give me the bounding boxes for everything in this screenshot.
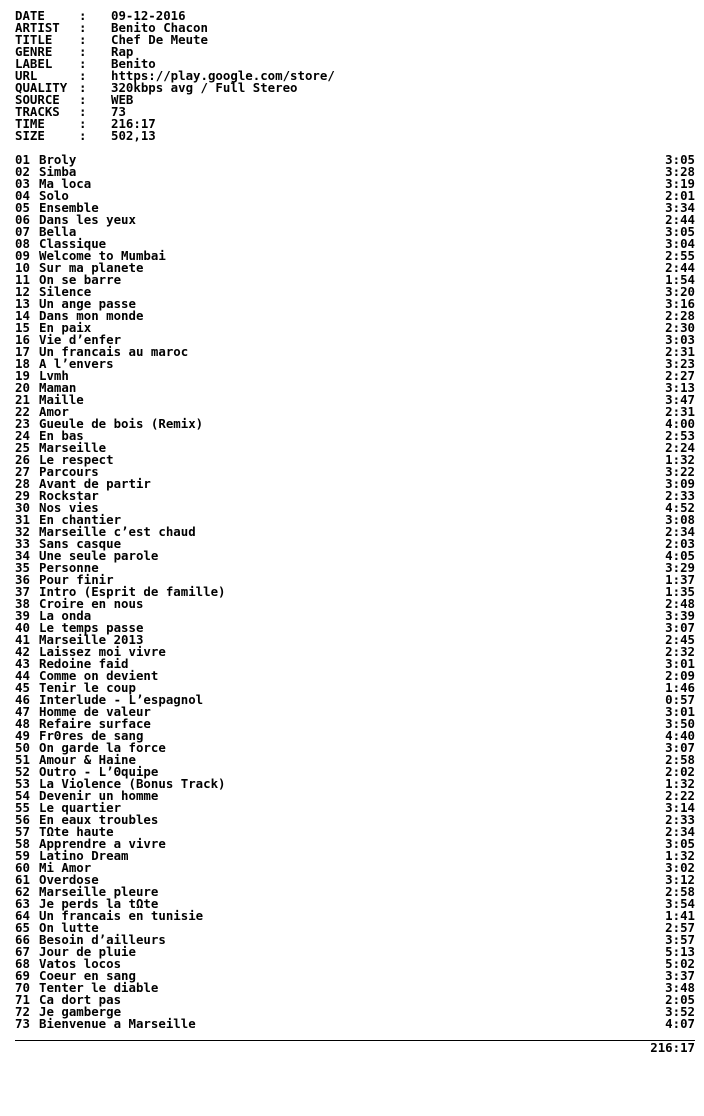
track-title: Tenter le diable bbox=[39, 980, 159, 995]
track-title: En bas bbox=[39, 428, 84, 443]
track-title: Bienvenue a Marseille bbox=[39, 1016, 196, 1031]
track-title: Un francais en tunisie bbox=[39, 908, 204, 923]
info-key: QUALITY bbox=[15, 80, 68, 95]
info-value: Rap bbox=[111, 44, 134, 59]
track-title: Coeur en sang bbox=[39, 968, 136, 983]
track-number: 58 bbox=[15, 836, 30, 851]
track-duration: 3:47 bbox=[665, 392, 695, 407]
info-key: URL bbox=[15, 68, 38, 83]
track-duration: 3:04 bbox=[665, 236, 695, 251]
track-number: 48 bbox=[15, 716, 30, 731]
track-duration: 2:32 bbox=[665, 644, 695, 659]
track-duration: 4:52 bbox=[665, 500, 695, 515]
track-title: Bella bbox=[39, 224, 77, 239]
track-row bbox=[15, 274, 695, 286]
info-separator: : bbox=[79, 116, 87, 131]
track-title: Croire en nous bbox=[39, 596, 144, 611]
track-number: 43 bbox=[15, 656, 30, 671]
track-title: Marseille c’est chaud bbox=[39, 524, 196, 539]
track-duration: 2:44 bbox=[665, 260, 695, 275]
track-duration: 2:34 bbox=[665, 824, 695, 839]
track-number: 67 bbox=[15, 944, 30, 959]
track-title: Sur ma planete bbox=[39, 260, 144, 275]
track-number: 49 bbox=[15, 728, 30, 743]
track-row bbox=[15, 418, 695, 430]
track-duration: 1:32 bbox=[665, 776, 695, 791]
track-duration: 3:20 bbox=[665, 284, 695, 299]
track-duration: 3:39 bbox=[665, 608, 695, 623]
track-duration: 2:31 bbox=[665, 344, 695, 359]
track-number: 17 bbox=[15, 344, 30, 359]
track-duration: 2:02 bbox=[665, 764, 695, 779]
track-duration: 2:09 bbox=[665, 668, 695, 683]
track-title: Ma loca bbox=[39, 176, 92, 191]
track-title: Comme on devient bbox=[39, 668, 159, 683]
track-title: Lvmh bbox=[39, 368, 69, 383]
track-number: 42 bbox=[15, 644, 30, 659]
track-duration: 3:48 bbox=[665, 980, 695, 995]
total-divider-line bbox=[15, 1040, 695, 1041]
track-number: 22 bbox=[15, 404, 30, 419]
track-title: Nos vies bbox=[39, 500, 99, 515]
track-title: Outro - L’Θquipe bbox=[39, 764, 159, 779]
track-duration: 2:44 bbox=[665, 212, 695, 227]
track-title: On se barre bbox=[39, 272, 122, 287]
track-duration: 2:28 bbox=[665, 308, 695, 323]
track-duration: 4:07 bbox=[665, 1016, 695, 1031]
track-number: 46 bbox=[15, 692, 30, 707]
track-duration: 4:40 bbox=[665, 728, 695, 743]
release-info-header bbox=[15, 10, 695, 142]
track-number: 18 bbox=[15, 356, 30, 371]
track-number: 63 bbox=[15, 896, 30, 911]
track-number: 33 bbox=[15, 536, 30, 551]
track-number: 55 bbox=[15, 800, 30, 815]
track-duration: 2:27 bbox=[665, 368, 695, 383]
track-title: Redoine faid bbox=[39, 656, 129, 671]
track-title: Avant de partir bbox=[39, 476, 151, 491]
track-duration: 0:57 bbox=[665, 692, 695, 707]
track-duration: 2:03 bbox=[665, 536, 695, 551]
track-number: 53 bbox=[15, 776, 30, 791]
track-duration: 3:01 bbox=[665, 656, 695, 671]
track-number: 47 bbox=[15, 704, 30, 719]
track-title: Sans casque bbox=[39, 536, 122, 551]
track-duration: 1:54 bbox=[665, 272, 695, 287]
track-duration: 3:19 bbox=[665, 176, 695, 191]
info-key: SIZE bbox=[15, 128, 45, 143]
track-title: FrΘres de sang bbox=[39, 728, 144, 743]
track-title: Amour & Haine bbox=[39, 752, 136, 767]
info-value: https://play.google.com/store/ bbox=[111, 68, 335, 83]
info-separator: : bbox=[79, 68, 87, 83]
track-title: Laissez moi vivre bbox=[39, 644, 166, 659]
track-number: 54 bbox=[15, 788, 30, 803]
track-duration: 3:54 bbox=[665, 896, 695, 911]
track-number: 32 bbox=[15, 524, 30, 539]
track-title: Classique bbox=[39, 236, 107, 251]
track-duration: 1:32 bbox=[665, 452, 695, 467]
info-key: GENRE bbox=[15, 44, 53, 59]
track-row bbox=[15, 430, 695, 442]
info-value: WEB bbox=[111, 92, 134, 107]
track-number: 13 bbox=[15, 296, 30, 311]
track-title: Maman bbox=[39, 380, 77, 395]
track-duration: 3:22 bbox=[665, 464, 695, 479]
info-key: ARTIST bbox=[15, 20, 60, 35]
track-title: Interlude - L’espagnol bbox=[39, 692, 204, 707]
track-row bbox=[15, 382, 695, 394]
track-duration: 3:23 bbox=[665, 356, 695, 371]
track-duration: 2:57 bbox=[665, 920, 695, 935]
track-number: 68 bbox=[15, 956, 30, 971]
track-title: Devenir un homme bbox=[39, 788, 159, 803]
track-duration: 1:41 bbox=[665, 908, 695, 923]
track-row bbox=[15, 550, 695, 562]
track-title: Besoin d’ailleurs bbox=[39, 932, 166, 947]
track-title: On garde la force bbox=[39, 740, 166, 755]
track-title: Rockstar bbox=[39, 488, 99, 503]
track-number: 40 bbox=[15, 620, 30, 635]
track-duration: 3:52 bbox=[665, 1004, 695, 1019]
track-title: Apprendre a vivre bbox=[39, 836, 166, 851]
track-number: 11 bbox=[15, 272, 30, 287]
track-number: 56 bbox=[15, 812, 30, 827]
track-title: Intro (Esprit de famille) bbox=[39, 584, 226, 599]
track-title: A l’envers bbox=[39, 356, 114, 371]
track-title: Vie d’enfer bbox=[39, 332, 122, 347]
track-row bbox=[15, 178, 695, 190]
track-duration: 1:35 bbox=[665, 584, 695, 599]
track-number: 69 bbox=[15, 968, 30, 983]
track-number: 44 bbox=[15, 668, 30, 683]
track-title: On lutte bbox=[39, 920, 99, 935]
track-number: 65 bbox=[15, 920, 30, 935]
track-title: Un francais au maroc bbox=[39, 344, 189, 359]
track-row bbox=[15, 862, 695, 874]
track-number: 72 bbox=[15, 1004, 30, 1019]
track-duration: 5:13 bbox=[665, 944, 695, 959]
track-title: Marseille bbox=[39, 440, 107, 455]
track-number: 70 bbox=[15, 980, 30, 995]
info-separator: : bbox=[79, 32, 87, 47]
track-row bbox=[15, 442, 695, 454]
track-number: 57 bbox=[15, 824, 30, 839]
track-duration: 1:46 bbox=[665, 680, 695, 695]
track-row bbox=[15, 190, 695, 202]
track-row bbox=[15, 454, 695, 466]
track-title: La onda bbox=[39, 608, 92, 623]
track-duration: 3:08 bbox=[665, 512, 695, 527]
track-duration: 2:05 bbox=[665, 992, 695, 1007]
track-duration: 4:05 bbox=[665, 548, 695, 563]
track-title: Dans les yeux bbox=[39, 212, 136, 227]
track-title: Parcours bbox=[39, 464, 99, 479]
track-number: 51 bbox=[15, 752, 30, 767]
info-value: Benito Chacon bbox=[111, 20, 208, 35]
track-number: 64 bbox=[15, 908, 30, 923]
track-duration: 2:34 bbox=[665, 524, 695, 539]
track-duration: 5:02 bbox=[665, 956, 695, 971]
info-value: 09-12-2016 bbox=[111, 8, 186, 23]
track-duration: 3:28 bbox=[665, 164, 695, 179]
track-row bbox=[15, 346, 695, 358]
track-duration: 3:03 bbox=[665, 332, 695, 347]
info-separator: : bbox=[79, 92, 87, 107]
info-key: SOURCE bbox=[15, 92, 60, 107]
track-row bbox=[15, 478, 695, 490]
track-number: 52 bbox=[15, 764, 30, 779]
track-duration: 1:37 bbox=[665, 572, 695, 587]
track-duration: 3:07 bbox=[665, 740, 695, 755]
track-duration: 3:34 bbox=[665, 200, 695, 215]
track-title: En chantier bbox=[39, 512, 122, 527]
track-title: La Violence (Bonus Track) bbox=[39, 776, 226, 791]
track-number: 01 bbox=[15, 152, 30, 167]
track-row bbox=[15, 226, 695, 238]
track-title: Mi Amor bbox=[39, 860, 92, 875]
info-value: 320kbps avg / Full Stereo bbox=[111, 80, 298, 95]
track-number: 37 bbox=[15, 584, 30, 599]
track-number: 20 bbox=[15, 380, 30, 395]
track-title: Jour de pluie bbox=[39, 944, 136, 959]
track-title: Tenir le coup bbox=[39, 680, 136, 695]
track-row bbox=[15, 490, 695, 502]
track-row bbox=[15, 850, 695, 862]
track-number: 73 bbox=[15, 1016, 30, 1031]
track-duration: 2:33 bbox=[665, 812, 695, 827]
track-number: 29 bbox=[15, 488, 30, 503]
track-duration: 3:50 bbox=[665, 716, 695, 731]
track-title: Homme de valeur bbox=[39, 704, 151, 719]
track-duration: 3:01 bbox=[665, 704, 695, 719]
track-title: Le quartier bbox=[39, 800, 122, 815]
track-number: 14 bbox=[15, 308, 30, 323]
track-number: 62 bbox=[15, 884, 30, 899]
track-number: 45 bbox=[15, 680, 30, 695]
track-title: Un ange passe bbox=[39, 296, 136, 311]
track-number: 02 bbox=[15, 164, 30, 179]
info-separator: : bbox=[79, 128, 87, 143]
info-value: 216:17 bbox=[111, 116, 156, 131]
track-number: 09 bbox=[15, 248, 30, 263]
track-title: Je perds la tΩte bbox=[39, 896, 159, 911]
track-number: 25 bbox=[15, 440, 30, 455]
track-duration: 2:30 bbox=[665, 320, 695, 335]
track-title: Silence bbox=[39, 284, 92, 299]
track-row bbox=[15, 910, 695, 922]
track-number: 59 bbox=[15, 848, 30, 863]
track-duration: 3:07 bbox=[665, 620, 695, 635]
track-row bbox=[15, 814, 695, 826]
track-number: 15 bbox=[15, 320, 30, 335]
track-duration: 3:05 bbox=[665, 836, 695, 851]
info-separator: : bbox=[79, 20, 87, 35]
track-number: 61 bbox=[15, 872, 30, 887]
track-row bbox=[15, 310, 695, 322]
track-number: 71 bbox=[15, 992, 30, 1007]
track-title: Pour finir bbox=[39, 572, 114, 587]
track-number: 36 bbox=[15, 572, 30, 587]
track-title: Welcome to Mumbai bbox=[39, 248, 166, 263]
track-title: Simba bbox=[39, 164, 77, 179]
track-duration: 2:31 bbox=[665, 404, 695, 419]
track-number: 50 bbox=[15, 740, 30, 755]
track-row bbox=[15, 1018, 695, 1030]
track-number: 08 bbox=[15, 236, 30, 251]
track-duration: 2:48 bbox=[665, 596, 695, 611]
track-number: 41 bbox=[15, 632, 30, 647]
track-duration: 3:37 bbox=[665, 968, 695, 983]
track-duration: 3:12 bbox=[665, 872, 695, 887]
track-duration: 2:24 bbox=[665, 440, 695, 455]
track-duration: 3:09 bbox=[665, 476, 695, 491]
info-key: TITLE bbox=[15, 32, 53, 47]
track-title: Le temps passe bbox=[39, 620, 144, 635]
info-separator: : bbox=[79, 80, 87, 95]
track-number: 12 bbox=[15, 284, 30, 299]
track-title: Solo bbox=[39, 188, 69, 203]
info-key: DATE bbox=[15, 8, 45, 23]
track-title: Refaire surface bbox=[39, 716, 151, 731]
info-value: Chef De Meute bbox=[111, 32, 208, 47]
track-number: 60 bbox=[15, 860, 30, 875]
track-duration: 3:57 bbox=[665, 932, 695, 947]
track-duration: 3:29 bbox=[665, 560, 695, 575]
track-duration: 2:55 bbox=[665, 248, 695, 263]
track-number: 21 bbox=[15, 392, 30, 407]
track-number: 38 bbox=[15, 596, 30, 611]
info-separator: : bbox=[79, 104, 87, 119]
track-number: 39 bbox=[15, 608, 30, 623]
info-key: TRACKS bbox=[15, 104, 60, 119]
track-duration: 1:32 bbox=[665, 848, 695, 863]
track-title: En eaux troubles bbox=[39, 812, 159, 827]
track-duration: 3:14 bbox=[665, 800, 695, 815]
track-row bbox=[15, 358, 695, 370]
info-value: Benito bbox=[111, 56, 156, 71]
track-number: 16 bbox=[15, 332, 30, 347]
track-duration: 3:02 bbox=[665, 860, 695, 875]
info-separator: : bbox=[79, 56, 87, 71]
track-row bbox=[15, 394, 695, 406]
track-title: Vatos locos bbox=[39, 956, 122, 971]
track-number: 10 bbox=[15, 260, 30, 275]
track-duration: 2:58 bbox=[665, 884, 695, 899]
track-duration: 2:58 bbox=[665, 752, 695, 767]
info-key: TIME bbox=[15, 116, 45, 131]
track-number: 04 bbox=[15, 188, 30, 203]
track-row bbox=[15, 370, 695, 382]
track-title: Gueule de bois (Remix) bbox=[39, 416, 204, 431]
track-number: 06 bbox=[15, 212, 30, 227]
track-list bbox=[15, 154, 695, 1030]
track-row bbox=[15, 562, 695, 574]
track-duration: 3:13 bbox=[665, 380, 695, 395]
track-number: 27 bbox=[15, 464, 30, 479]
track-title: En paix bbox=[39, 320, 92, 335]
track-row bbox=[15, 214, 695, 226]
track-number: 24 bbox=[15, 428, 30, 443]
track-title: Je gamberge bbox=[39, 1004, 122, 1019]
track-number: 26 bbox=[15, 452, 30, 467]
track-number: 28 bbox=[15, 476, 30, 491]
track-number: 03 bbox=[15, 176, 30, 191]
info-value: 502,13 bbox=[111, 128, 156, 143]
track-number: 23 bbox=[15, 416, 30, 431]
info-key: LABEL bbox=[15, 56, 53, 71]
track-title: Ensemble bbox=[39, 200, 99, 215]
track-title: Personne bbox=[39, 560, 99, 575]
track-title: Le respect bbox=[39, 452, 114, 467]
total-time: 216:17 bbox=[650, 1040, 695, 1055]
track-title: Marseille 2013 bbox=[39, 632, 144, 647]
track-duration: 2:33 bbox=[665, 488, 695, 503]
track-title: Une seule parole bbox=[39, 548, 159, 563]
track-duration: 2:53 bbox=[665, 428, 695, 443]
track-duration: 4:00 bbox=[665, 416, 695, 431]
track-number: 07 bbox=[15, 224, 30, 239]
track-number: 31 bbox=[15, 512, 30, 527]
track-duration: 2:45 bbox=[665, 632, 695, 647]
info-separator: : bbox=[79, 8, 87, 23]
track-number: 19 bbox=[15, 368, 30, 383]
track-row bbox=[15, 154, 695, 166]
track-title: Ca dort pas bbox=[39, 992, 122, 1007]
track-number: 34 bbox=[15, 548, 30, 563]
track-title: Broly bbox=[39, 152, 77, 167]
track-duration: 3:05 bbox=[665, 224, 695, 239]
track-duration: 3:05 bbox=[665, 152, 695, 167]
info-separator: : bbox=[79, 44, 87, 59]
track-row bbox=[15, 166, 695, 178]
track-title: TΩte haute bbox=[39, 824, 114, 839]
track-number: 66 bbox=[15, 932, 30, 947]
track-title: Latino Dream bbox=[39, 848, 129, 863]
track-number: 35 bbox=[15, 560, 30, 575]
track-duration: 2:22 bbox=[665, 788, 695, 803]
track-duration: 2:01 bbox=[665, 188, 695, 203]
track-number: 30 bbox=[15, 500, 30, 515]
track-title: Marseille pleure bbox=[39, 884, 159, 899]
info-value: 73 bbox=[111, 104, 126, 119]
track-title: Dans mon monde bbox=[39, 308, 144, 323]
track-row bbox=[15, 598, 695, 610]
track-number: 05 bbox=[15, 200, 30, 215]
track-duration: 3:16 bbox=[665, 296, 695, 311]
track-title: Maille bbox=[39, 392, 84, 407]
info-row-size bbox=[15, 130, 695, 142]
track-title: Overdose bbox=[39, 872, 99, 887]
track-title: Amor bbox=[39, 404, 69, 419]
